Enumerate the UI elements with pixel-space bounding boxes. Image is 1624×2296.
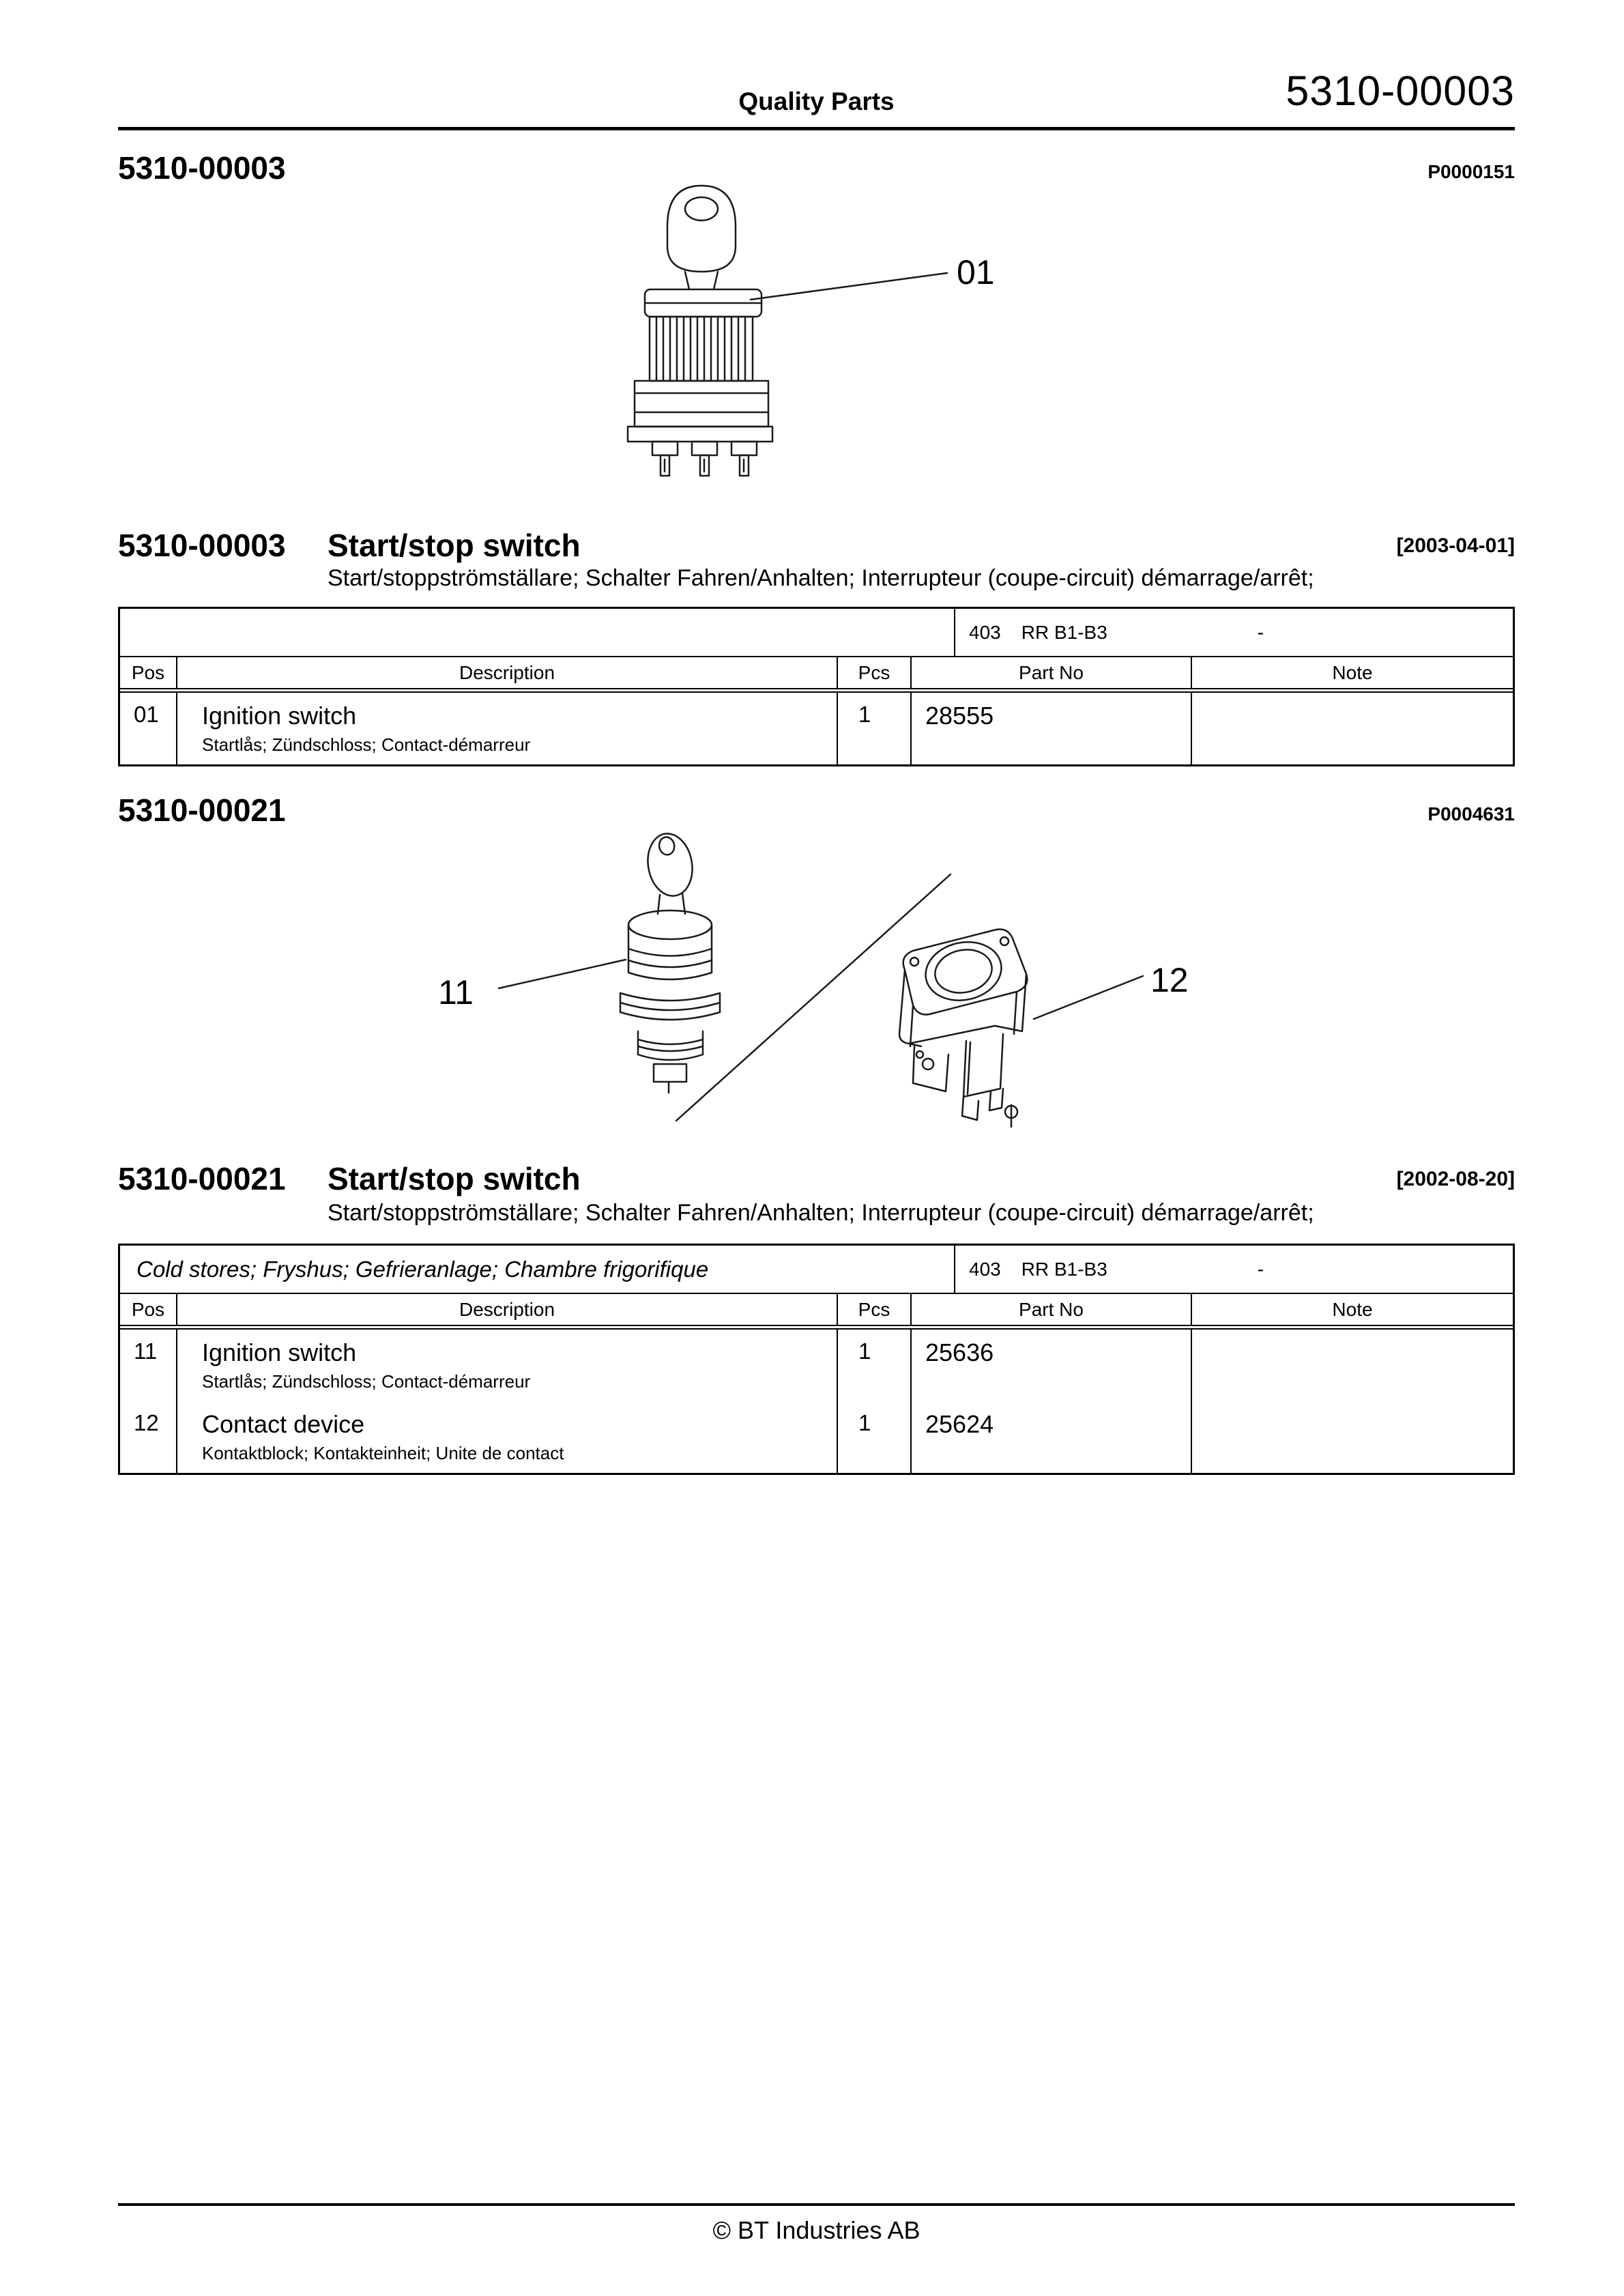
model-code: 403 xyxy=(969,621,1001,643)
pcs-cell: 1 xyxy=(837,1401,910,1473)
part-no-cell: 25636 xyxy=(910,1330,1191,1401)
col-header-pcs: Pcs xyxy=(837,1294,910,1325)
section-1-date: [2003-04-01] xyxy=(1396,534,1515,557)
note-cell xyxy=(1191,1330,1513,1401)
section-1-title: Start/stop switch xyxy=(328,528,581,563)
header-divider xyxy=(118,127,1515,130)
section-2-head xyxy=(118,792,1515,833)
model-note: - xyxy=(1257,1258,1264,1280)
pcs-cell: 1 xyxy=(837,1330,910,1401)
parts-table-2 xyxy=(118,1244,1515,1475)
start-stop-switch-drawing xyxy=(382,829,1269,1147)
section-2-subtitle: Start/stoppströmställare; Schalter Fahren/Anhalten; Interrupteur (coupe-circuit) démarrage/arrêt; xyxy=(328,1200,1314,1226)
pos-cell: 11 xyxy=(134,1338,158,1364)
callout-line-11 xyxy=(499,960,626,988)
part-no-cell: 28555 xyxy=(910,693,1191,764)
table-row xyxy=(120,1401,1513,1473)
section-2-title-row xyxy=(118,1160,1515,1199)
section-2-title-id: 5310-00021 xyxy=(118,1161,286,1196)
description-translations: Startlås; Zündschloss; Contact-démarreur xyxy=(202,1371,531,1392)
section-2-date: [2002-08-20] xyxy=(1396,1168,1515,1190)
table-header-row xyxy=(120,657,1513,693)
description-main: Ignition switch xyxy=(202,702,357,730)
variant-cell xyxy=(120,609,954,656)
key-head xyxy=(667,186,736,272)
col-header-pos: Pos xyxy=(131,1298,165,1320)
section-1-id: 5310-00003 xyxy=(118,150,286,186)
model-name: RR B1-B3 xyxy=(1021,1258,1107,1280)
callout-11-label: 11 xyxy=(438,973,474,1011)
section-1-title-id: 5310-00003 xyxy=(118,528,286,563)
section-1-subtitle: Start/stoppströmställare; Schalter Fahren/Anhalten; Interrupteur (coupe-circuit) démarrage/arrêt; xyxy=(328,565,1314,591)
model-cell xyxy=(954,1246,1513,1293)
description-translations: Startlås; Zündschloss; Contact-démarreur xyxy=(202,734,531,755)
callout-12-label: 12 xyxy=(1150,961,1189,999)
panel-edge-line xyxy=(676,874,951,1121)
section-1-figure-ref: P0000151 xyxy=(1427,161,1515,182)
description-cell xyxy=(176,693,837,764)
description-cell xyxy=(176,1330,837,1401)
col-header-part-no: Part No xyxy=(910,1294,1191,1325)
callout-line-01 xyxy=(751,273,947,300)
col-header-pcs: Pcs xyxy=(837,657,910,688)
table-row xyxy=(120,1330,1513,1401)
pcs-cell: 1 xyxy=(837,693,910,764)
document-number: 5310-00003 xyxy=(1286,68,1515,114)
section-1-title-row xyxy=(118,527,1515,565)
footer-divider xyxy=(118,2203,1515,2206)
col-header-note: Note xyxy=(1191,1294,1513,1325)
variant-text: Cold stores; Fryshus; Gefrieranlage; Chambre frigorifique xyxy=(136,1256,709,1282)
page-header-title: Quality Parts xyxy=(738,87,895,115)
description-main: Contact device xyxy=(202,1410,365,1438)
section-1-head xyxy=(118,149,1515,190)
part-no-cell: 25624 xyxy=(910,1401,1191,1473)
key-head xyxy=(643,830,697,900)
note-cell xyxy=(1191,1401,1513,1473)
note-cell xyxy=(1191,693,1513,764)
contact-device-top xyxy=(903,930,1028,1015)
col-header-part-no: Part No xyxy=(910,657,1191,688)
section-2-title: Start/stop switch xyxy=(328,1161,581,1196)
section-2-figure-ref: P0004631 xyxy=(1427,803,1515,824)
parts-table-1 xyxy=(118,607,1515,766)
pos-cell: 01 xyxy=(134,702,159,727)
section-2-id: 5310-00021 xyxy=(118,792,286,828)
model-note: - xyxy=(1257,621,1264,643)
model-code: 403 xyxy=(969,1258,1001,1280)
callout-line-12 xyxy=(1034,976,1143,1019)
key-hole xyxy=(658,836,676,856)
callout-01-label: 01 xyxy=(957,253,995,291)
variant-cell xyxy=(120,1246,954,1293)
table-header-row xyxy=(120,1294,1513,1330)
pos-cell: 12 xyxy=(134,1410,159,1435)
col-header-pos: Pos xyxy=(131,661,165,683)
ignition-switch-drawing xyxy=(600,176,1064,504)
model-band xyxy=(120,1246,1513,1294)
model-cell xyxy=(954,609,1513,656)
col-header-description: Description xyxy=(176,1294,837,1325)
col-header-description: Description xyxy=(176,657,837,688)
col-header-note: Note xyxy=(1191,657,1513,688)
description-translations: Kontaktblock; Kontakteinheit; Unite de contact xyxy=(202,1443,564,1463)
model-band xyxy=(120,609,1513,657)
key-hole xyxy=(685,197,718,220)
description-main: Ignition switch xyxy=(202,1338,357,1366)
footer-copyright: © BT Industries AB xyxy=(712,2216,920,2244)
model-name: RR B1-B3 xyxy=(1021,621,1107,643)
description-cell xyxy=(176,1401,837,1473)
table-row xyxy=(120,693,1513,764)
